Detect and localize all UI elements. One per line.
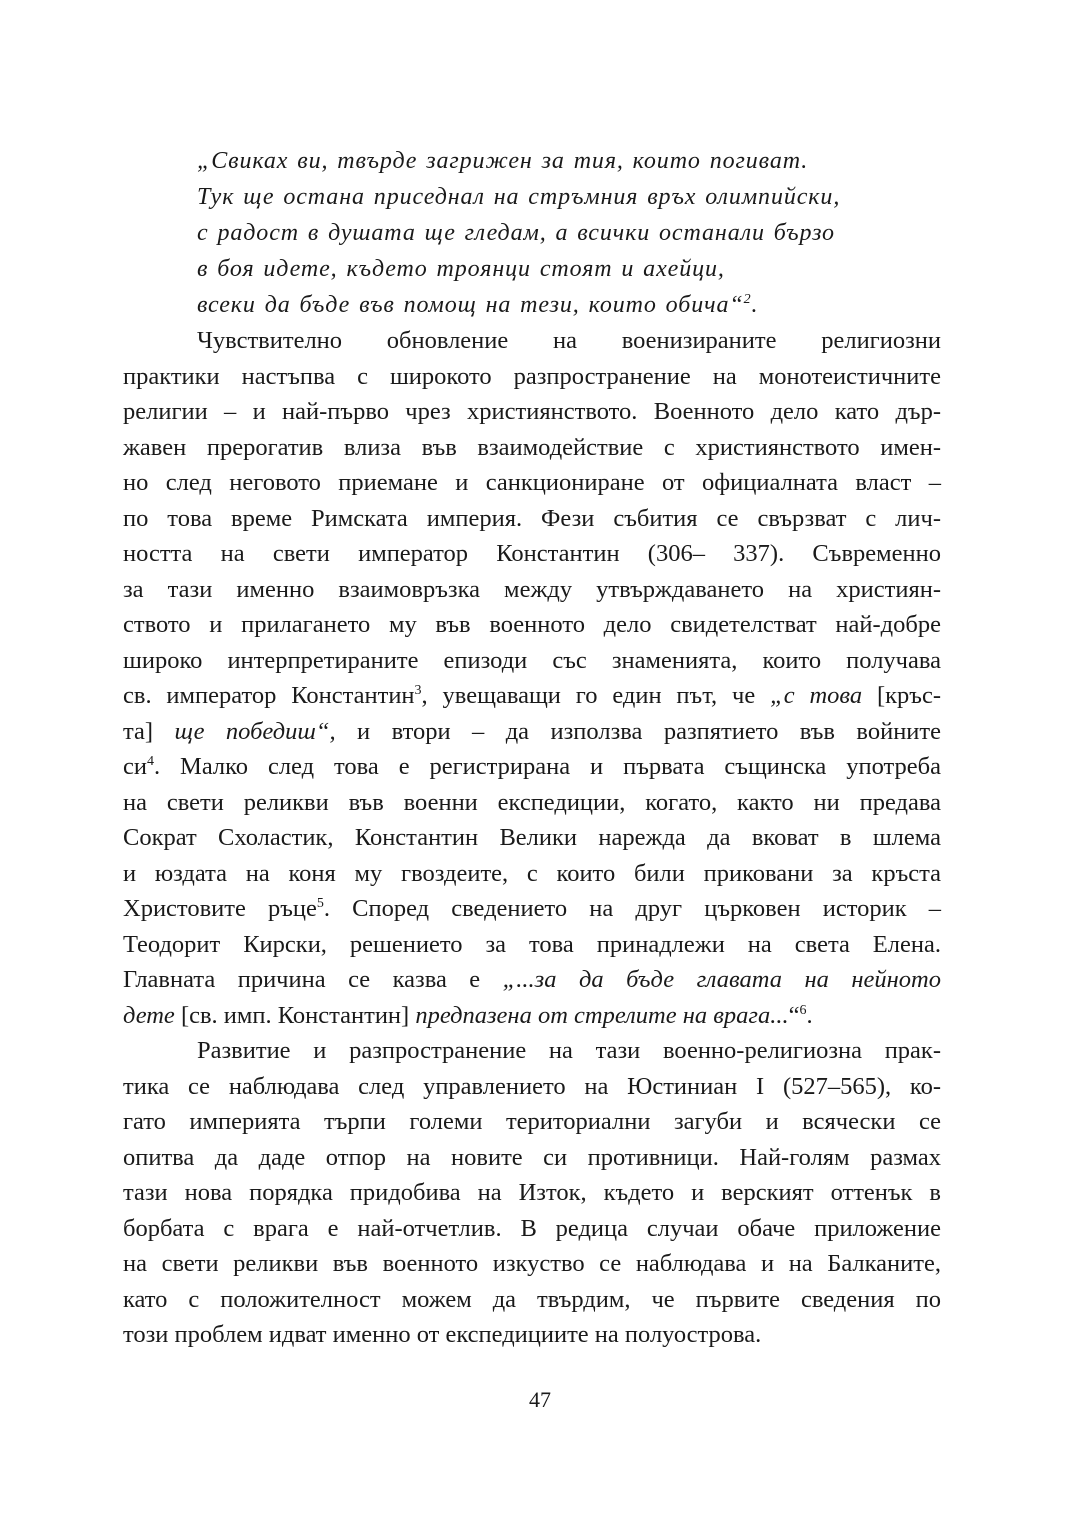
text-line: Главната причина се казва е „...за да бъде главата на нейното bbox=[123, 966, 941, 993]
text-line: Развитие и разпространение на тази военно-религиозна прак- bbox=[197, 1037, 941, 1064]
footnote-ref: 3 bbox=[414, 683, 422, 698]
poem-line: Тук ще остана приседнал на стръмния връх олимпийски, bbox=[197, 184, 841, 210]
text-line: този проблем идват именно от експедициите на полуострова. bbox=[123, 1321, 762, 1348]
text-line: на свети реликви във военното изкуство се наблюдава и на Балканите, bbox=[123, 1250, 941, 1277]
footnote-ref: 4 bbox=[147, 754, 154, 769]
text-line: на свети реликви във военни експедиции, когато, както ни предава bbox=[123, 788, 941, 816]
page-body bbox=[123, 143, 941, 1353]
footnote-ref: 2 bbox=[743, 292, 752, 307]
text-line: $си^4$. Малко след това е регистрирана и първата същинска употреба bbox=[123, 753, 941, 780]
page-number: 47 bbox=[529, 1387, 551, 1412]
text-line: практики настъпва с широкото разпространение на монотеистичните bbox=[123, 362, 941, 390]
paragraph-2 bbox=[123, 1033, 941, 1353]
text-line: ността на свети император Константин (306– 337). Съвременно bbox=[123, 540, 941, 567]
footnote-ref: 5 bbox=[316, 896, 324, 911]
text-line: тика се наблюдава след управлението на Юстиниан I (527–565), ко- bbox=[123, 1072, 941, 1100]
poem-line: в боя идете, където троянци стоят и ахейци, bbox=[197, 256, 725, 282]
text-line: жавен прерогатив влиза във взаимодействие с християнството имен- bbox=[123, 433, 941, 461]
text-line: Теодорит Кирски, решението за това принадлежи на света Елена. bbox=[123, 930, 941, 958]
text-line: борбата с врага е най-отчетлив. В редица случаи обаче приложение bbox=[123, 1214, 941, 1242]
text-line: гато империята търпи големи териториални загуби и всячески се bbox=[123, 1108, 941, 1135]
text-line: та] ще победиш“, и втори – да използва разпятието във войните bbox=[123, 717, 941, 745]
text-line: широко интерпретираните епизоди със знаменията, които получава bbox=[123, 646, 941, 674]
text-line: ството и прилагането му във военното дело свидетелстват най-добре bbox=[123, 611, 941, 638]
poem-line: „Свиках ви, твърде загрижен за тия, които погиват. bbox=[197, 148, 809, 174]
text-line: и юздата на коня му гвоздеите, с които били приковани за кръста bbox=[123, 859, 941, 887]
poem-line: всеки да бъде във помощ на тези, които обича“$^2$. bbox=[197, 292, 759, 318]
text-line: по това време Римската империя. Фези събития се свързват с лич- bbox=[123, 504, 941, 532]
text-line: св. император Константин$^3$, увещаващи го един път, че „с това [кръс- bbox=[123, 682, 942, 709]
text-line: опитва да даде отпор на новите си противници. Най-голям размах bbox=[123, 1143, 941, 1171]
paragraph-1 bbox=[123, 323, 941, 1033]
text-line: религии – и най-първо чрез християнството. Военното дело като дър- bbox=[123, 398, 941, 425]
poem-quote bbox=[197, 143, 941, 323]
footnote-ref: 6 bbox=[799, 1002, 807, 1018]
text-line: Сократ Схоластик, Константин Велики нарежда да вковат в шлема bbox=[123, 824, 941, 851]
text-line: за тази именно взаимовръзка между утвърждаването на християн- bbox=[123, 575, 941, 603]
text-line: дете [св. имп. Константин] предпазена от стрелите на врага...“$^6$. bbox=[123, 1001, 813, 1029]
text-line: като с положителност можем да твърдим, че първите сведения по bbox=[123, 1285, 941, 1313]
text-line: Христовите ръце$^5$. Според сведението на друг църковен историк – bbox=[123, 895, 941, 922]
text-line: но след неговото приемане и санкциониране от официалната власт – bbox=[123, 469, 941, 496]
poem-line: с радост в душата ще гледам, а всички останали бързо bbox=[197, 220, 835, 246]
text-line: тази нова порядка придобива на Изток, където и верският оттенък в bbox=[123, 1179, 941, 1206]
text-line: Чувствително обновление на военизираните религиозни bbox=[197, 327, 941, 354]
